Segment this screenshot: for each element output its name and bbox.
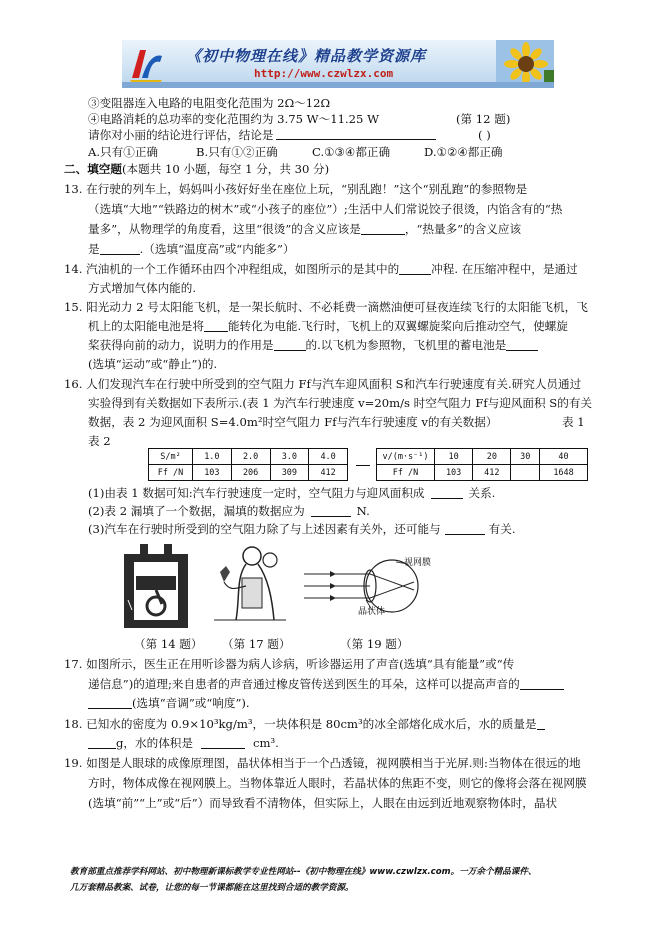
figure-caption-17: （第 17 题）: [222, 637, 291, 651]
section-title: 二、填空题: [64, 162, 122, 176]
q13-line-4: [88, 241, 295, 257]
q17-line-3: [88, 695, 250, 711]
q14-text-1b: 冲程. 在压缩冲程中，是通过: [431, 262, 578, 276]
q14-line-2: 方式增加气体内能的.: [88, 281, 197, 295]
table-cell-missing[interactable]: [511, 465, 540, 481]
q17-line-2: [88, 676, 564, 692]
q13-blank-hot[interactable]: [361, 223, 405, 235]
q15-text-3a: 桨获得向前的动力，说明力的作用是: [88, 338, 274, 352]
q13-line-1: 13. 在行驶的列车上，妈妈叫小孩好好坐在座位上玩，“别乱跑！”这个“别乱跑”的参照物是: [64, 182, 528, 196]
table-cell: 3.0: [270, 449, 309, 465]
q16-line-2: 实验得到有关数据如下表所示.(表 1 为汽车行驶速度 v=20m/s 时空气阻力 Ff与迎风面积 S的有关: [88, 396, 593, 410]
q16-text-s1a: (1)由表 1 数据可知:汽车行驶速度一定时，空气阻力与迎风面积成: [88, 486, 425, 500]
q16-text-s3b: 有关.: [488, 522, 516, 536]
table1-label: 表 1: [562, 415, 585, 429]
q12-answer-blank[interactable]: [276, 128, 436, 140]
table-cell: 40: [540, 449, 588, 465]
table2-data-row: [377, 465, 588, 481]
q15-line-3: [88, 337, 538, 353]
table-cell: Ff /N: [149, 465, 193, 481]
q13-line-3: [88, 221, 521, 237]
table-1: [148, 448, 348, 481]
q12-answer-paren: ( ): [478, 128, 491, 142]
q17-line-1: 17. 如图所示，医生正在用听诊器为病人诊病，听诊器运用了声音(选填“具有能量”或“传: [64, 657, 515, 671]
q13-line-2: （选填“大地”“铁路边的树木”或“小孩子的座位”）;生活中人们常说饺子很烫，内馅含有的“热: [88, 202, 563, 216]
q16-sub-2: [88, 503, 370, 519]
q15-text-2a: 机上的太阳能电池是将: [88, 319, 204, 333]
q12-prompt: 请你对小丽的结论进行评估，结论是: [88, 128, 274, 142]
page-footer: [70, 864, 610, 896]
q15-text-2b: 能转化为电能.飞行时，飞机上的双翼螺旋桨向后推动空气，使螺旋: [227, 319, 568, 333]
table1-header-row: [149, 449, 348, 465]
q18-text-2a: g，水的体积是: [116, 736, 193, 750]
eye-label-lens: 晶状体: [358, 607, 386, 617]
q12-option-a: A.只有①正确: [88, 145, 159, 159]
q17-blank-a[interactable]: [520, 678, 564, 690]
q13-text-3a: 量多”，从物理学的角度看，这里“很烫”的含义应该是: [88, 222, 361, 236]
q16-text-s2a: (2)表 2 漏填了一个数据，漏填的数据应为: [88, 504, 305, 518]
q13-blank-heat[interactable]: [100, 243, 140, 255]
q15-line-4: (选填“运动”或“静止”)的.: [88, 357, 218, 371]
site-logo-icon: [126, 44, 166, 84]
table-cell: S/m²: [149, 449, 193, 465]
section-heading: [64, 161, 329, 177]
q17-text-2: 递信息”)的道理;来自患者的声音通过橡皮管传送到医生的耳朵，这样可以提高声音的: [88, 677, 520, 691]
table-cell: 1648: [540, 465, 588, 481]
table-cell: 10: [435, 449, 473, 465]
q16-text-s3a: (3)汽车在行驶时所受到的空气阻力除了与上述因素有关外，还可能与: [88, 522, 441, 536]
q18-line-1: [64, 716, 545, 732]
sunflower-icon: [496, 40, 554, 88]
table-cell: 103: [193, 465, 232, 481]
q19-line-1: 19. 如图是人眼球的成像原理图，晶状体相当于一个凸透镜，视网膜相当于光屏.则:当物体在很远的地: [64, 756, 581, 770]
banner-url[interactable]: http://www.czwlzx.com: [254, 67, 394, 80]
table-cell: 309: [270, 465, 309, 481]
table-separator: [356, 465, 370, 466]
q18-line-2: [88, 735, 279, 751]
q12-statement-4: ④电路消耗的总功率的变化范围约为 3.75 W～11.25 W: [88, 112, 379, 126]
q15-blank-force[interactable]: [274, 339, 306, 351]
table-cell: v/(m·s⁻¹): [377, 449, 435, 465]
q12-option-b: B.只有①②正确: [196, 145, 278, 159]
q18-blank-volume[interactable]: [201, 737, 245, 749]
q19-line-3: (选填“前”“上”或“后”）而导致看不清物体，但实际上，人眼在由远到近地观察物体时，晶状: [88, 796, 558, 810]
figure-caption-14: （第 14 题）: [134, 637, 203, 651]
table-cell: 30: [511, 449, 540, 465]
engine-cylinder-figure: [120, 540, 192, 632]
table-2: [376, 448, 588, 481]
table-cell: 20: [473, 449, 511, 465]
q12-figure-label: (第 12 题): [456, 112, 511, 126]
q13-text-3b: ，“热量多”的含义应该: [404, 222, 522, 236]
q16-text-s2b: N.: [356, 504, 370, 518]
table1-data-row: [149, 465, 348, 481]
q18-blank-mass-a[interactable]: [537, 718, 545, 730]
q15-line-1: 15. 阳光动力 2 号太阳能飞机，是一架长航时、不必耗费一滴燃油便可昼夜连续飞行的太阳能飞机，飞: [64, 300, 588, 314]
table-cell: 103: [435, 465, 473, 481]
q14-text-1a: 14. 汽油机的一个工作循环由四个冲程组成，如图所示的是其中的: [64, 262, 400, 276]
q15-blank-energy[interactable]: [204, 320, 228, 332]
q16-line-1: 16. 人们发现汽车在行驶中所受到的空气阻力 Ff与汽车迎风面积 S和汽车行驶速度有关.研究人员通过: [64, 377, 582, 391]
footer-line-1: 教育部重点推荐学科网站、初中物理新课标教学专业性网站--《初中物理在线》www.czwlzx.com。一万余个精品课件、: [70, 867, 537, 877]
q13-text-4b: .（选填“温度高”或“内能多”）: [139, 242, 295, 256]
q17-text-3: (选填“音调”或“响度”).: [132, 696, 250, 710]
eye-label-retina: 视网膜: [404, 558, 432, 568]
table2-label: 表 2: [88, 434, 111, 448]
q19-line-2: 方时，物体成像在视网膜上。当物体靠近人眼时，若晶状体的焦距不变，则它的像将会落在视网膜: [88, 776, 587, 790]
table-cell: 4.0: [309, 449, 348, 465]
site-banner: [122, 40, 554, 88]
q15-blank-battery[interactable]: [506, 339, 538, 351]
q16-text-s1b: 关系.: [468, 486, 496, 500]
table2-header-row: [377, 449, 588, 465]
table-cell: 412: [309, 465, 348, 481]
stethoscope-figure: [206, 542, 290, 624]
table-cell: 1.0: [193, 449, 232, 465]
footer-line-2: 几万套精品教案、试卷，让您的每一节课都能在这里找到合适的教学资源。: [70, 883, 354, 893]
q12-option-c: C.①③④都正确: [312, 145, 391, 159]
q16-sub-1: [88, 485, 495, 501]
table-cell: 2.0: [231, 449, 270, 465]
banner-bar: [122, 82, 554, 88]
q15-line-2: [88, 318, 568, 334]
q13-text-4a: 是: [88, 242, 100, 256]
banner-title: 《初中物理在线》精品教学资源库: [186, 47, 427, 65]
section-note: (本题共 10 小题，每空 1 分，共 30 分): [121, 162, 330, 176]
table-cell: Ff /N: [377, 465, 435, 481]
q16-sub-3: [88, 521, 516, 537]
q17-blank-b[interactable]: [88, 697, 132, 709]
q16-line-3: 数据，表 2 为迎风面积 S=4.0m²时空气阻力 Ff与汽车行驶速度 v的有关数据）: [88, 415, 498, 429]
figure-caption-19: （第 19 题）: [340, 637, 409, 651]
q16-blank-relation[interactable]: [431, 487, 463, 499]
q14-line-1: [64, 261, 578, 277]
table-cell: 412: [473, 465, 511, 481]
q15-text-3b: 的.以飞机为参照物，飞机里的蓄电池是: [305, 338, 507, 352]
q14-blank-stroke[interactable]: [399, 263, 431, 275]
q12-statement-3: ③变阻器连入电路的电阻变化范围为 2Ω～12Ω: [88, 96, 331, 110]
q12-option-d: D.①②④都正确: [424, 145, 503, 159]
q16-blank-factor[interactable]: [445, 523, 485, 535]
table-cell: 206: [231, 465, 270, 481]
q18-blank-mass-b[interactable]: [88, 737, 116, 749]
q18-text-1: 18. 已知水的密度为 0.9×10³kg/m³，一块体积是 80cm³的冰全部熔化成水后，水的质量是: [64, 717, 537, 731]
q16-blank-missing[interactable]: [311, 505, 351, 517]
q18-text-2b: cm³.: [253, 736, 279, 750]
